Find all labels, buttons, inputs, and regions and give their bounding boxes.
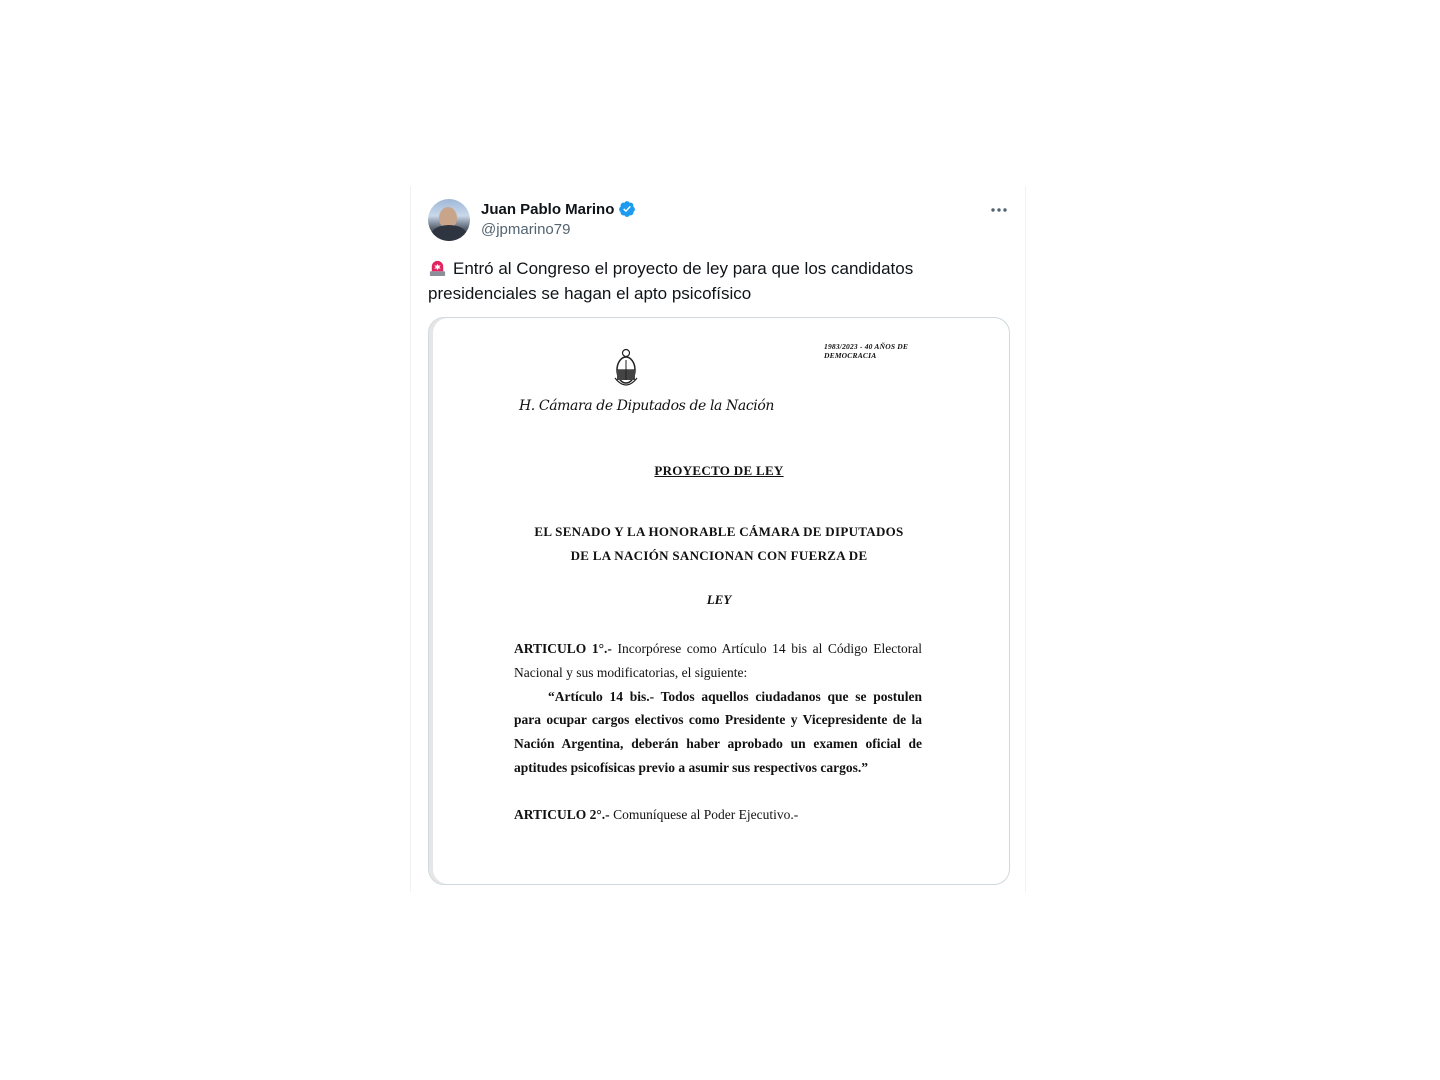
tweet-text — [428, 256, 1008, 306]
document-stamp: 1983/2023 - 40 AÑOS DE DEMOCRACIA — [824, 342, 909, 360]
law-document — [429, 318, 1009, 884]
avatar-body — [431, 225, 467, 241]
verified-badge-icon — [618, 200, 636, 218]
ley-heading: LEY — [706, 592, 732, 607]
siren-icon — [428, 258, 447, 277]
more-icon[interactable] — [989, 200, 1009, 220]
enacting-line-2: DE LA NACIÓN SANCIONAN CON FUERZA DE — [570, 548, 868, 563]
chamber-name: H. Cámara de Diputados de la Nación — [519, 398, 774, 414]
tweet-card[interactable] — [410, 186, 1026, 892]
article-2-text: Comuníquese al Poder Ejecutivo.- — [609, 806, 799, 822]
enacting-line-1: EL SENADO Y LA HONORABLE CÁMARA DE DIPUTADOS — [534, 524, 904, 539]
coat-of-arms-icon — [612, 348, 640, 390]
author-row — [481, 200, 636, 218]
enacting-clause — [429, 520, 1009, 568]
article-1-label: ARTICULO 1°.- — [514, 641, 612, 656]
tweet-text-body: Entró al Congreso el proyecto de ley para que los candidatos presidenciales se hagan el apto psicofísico — [428, 259, 914, 303]
article-1 — [514, 637, 922, 685]
avatar[interactable] — [428, 199, 470, 241]
author-handle[interactable]: @jpmarino79 — [481, 221, 571, 238]
article-1-text: Incorpórese como Artículo 14 bis al Código Electoral Nacional y sus modificatorias, el siguiente: — [514, 641, 922, 680]
articles — [514, 637, 922, 827]
tweet-media-image[interactable] — [428, 317, 1010, 885]
author-name[interactable]: Juan Pablo Marino — [481, 200, 615, 218]
article-quote: “Artículo 14 bis.- Todos aquellos ciudadanos que se postulen para ocupar cargos electivos como Presidente y Vicepresidente de la Nación Argentina, deberán haber aprobado un examen oficial de aptitudes psicofísicas previo a asumir sus respectivos cargos.” — [514, 688, 922, 775]
document-heading: PROYECTO DE LEY — [654, 463, 784, 478]
article-2-label: ARTICULO 2°.- — [514, 806, 610, 822]
article-2 — [514, 803, 922, 827]
